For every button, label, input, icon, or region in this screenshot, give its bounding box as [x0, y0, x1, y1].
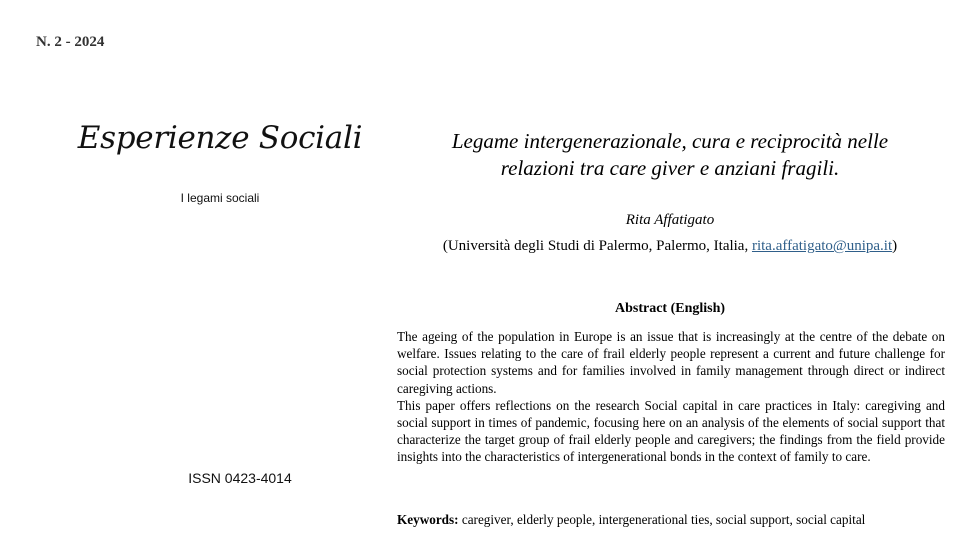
abstract-body: [397, 328, 945, 466]
author-email-link[interactable]: rita.affatigato@unipa.it: [751, 238, 893, 254]
keywords-list: caregiver, elderly people, intergenerational ties, social support, social capital: [458, 512, 866, 527]
abstract-paragraph-2: This paper offers reflections on the research Social capital in care practices in Italy: caregiving and social support in times of pandemic, focusing here on an analysis of the elements of social support that characterize the target group of frail elderly people and caregivers; the findings from the field provide insights into the characteristics of intergenerational bonds in the context of family to care.: [397, 397, 945, 465]
article-title: [400, 128, 940, 182]
journal-title: Esperienze Sociali: [77, 120, 363, 156]
affiliation-text: (Università degli Studi di Palermo, Palermo, Italia,: [442, 238, 752, 254]
journal-subtitle: I legami sociali: [180, 191, 260, 205]
article-title-line-1: Legame intergenerazionale, cura e reciprocità nelle: [451, 129, 889, 153]
affiliation-close: ): [892, 238, 898, 254]
author-name: Rita Affatigato: [625, 212, 715, 228]
article-title-line-2: relazioni tra care giver e anziani fragili.: [500, 156, 840, 180]
abstract-heading: Abstract (English): [614, 301, 726, 316]
author-affiliation: [400, 238, 940, 255]
abstract-paragraph-1: The ageing of the population in Europe is an issue that is increasingly at the centre of the debate on welfare. Issues relating to the care of frail elderly people represent a current and future challenge for social protection systems and for families involved in family management through direct or indirect caregiving actions.: [397, 329, 945, 396]
keywords-label: Keywords:: [397, 512, 459, 527]
issue-number: N. 2 - 2024: [36, 34, 105, 50]
keywords: [397, 511, 945, 528]
issn: ISSN 0423-4014: [188, 470, 292, 486]
